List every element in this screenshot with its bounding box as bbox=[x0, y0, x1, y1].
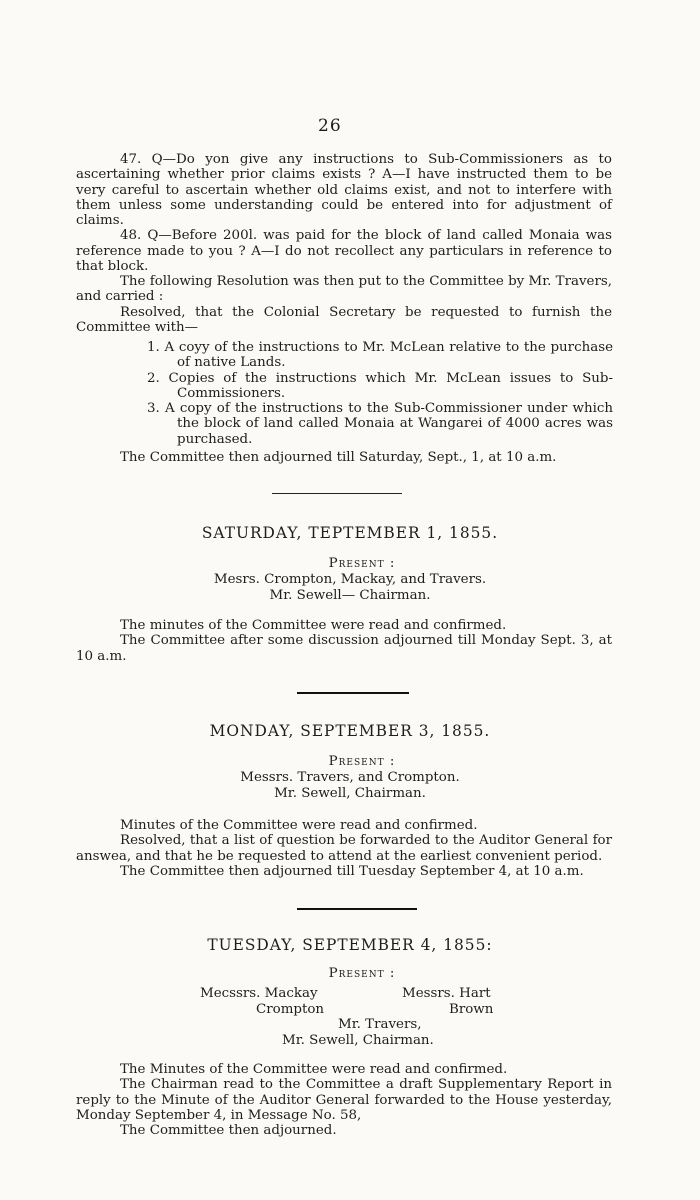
question-48: 48. Q—Before 200l. was paid for the block of land called Monaia was reference made to you ? A—I do not recollect any particulars in reference to that block. bbox=[76, 228, 612, 275]
resolution-adjourn: The Committee then adjourned till Saturday, Sept., 1, at 10 a.m. bbox=[120, 450, 557, 465]
tuesday-member-travers: Mr. Travers, bbox=[338, 1017, 422, 1032]
tuesday-minutes: The Minutes of the Committee were read and confirmed. bbox=[120, 1062, 508, 1077]
resolution-adjourn-block bbox=[76, 450, 612, 465]
monday-members: Messrs. Travers, and Crompton. bbox=[240, 770, 460, 785]
monday-heading: MONDAY, SEPTEMBER 3, 1855. bbox=[209, 722, 491, 740]
tuesday-adjourn: The Committee then adjourned. bbox=[120, 1123, 337, 1139]
saturday-adjourn: The Committee after some discussion adjourned till Monday Sept. 3, at 10 a.m. bbox=[76, 633, 612, 664]
saturday-present-label: Present : bbox=[328, 556, 396, 571]
resolution-item-1: 1. A coyy of the instructions to Mr. McLean relative to the purchase of native Lands. bbox=[147, 340, 613, 371]
monday-present-label: Present : bbox=[328, 754, 396, 769]
monday-body bbox=[76, 818, 612, 879]
saturday-chair: Mr. Sewell— Chairman. bbox=[269, 588, 431, 603]
section-divider bbox=[297, 692, 409, 694]
resolution-item-2: 2. Copies of the instructions which Mr. McLean issues to Sub-Commissioners. bbox=[147, 370, 613, 401]
tuesday-present-label: Present : bbox=[328, 966, 396, 981]
resolution-resolved: Resolved, that the Colonial Secretary be requested to furnish the Committee with— bbox=[76, 304, 612, 335]
section-divider bbox=[297, 908, 417, 910]
question-47: 47. Q—Do yon give any instructions to Sub-Commissioners as to ascertaining whether prior claims exists ? A—I have instructed them to be very careful to ascertain whether old claims exist, and not to interfere with them unless some understanding could be entered into for adjustment of claims. bbox=[76, 152, 612, 229]
tuesday-report: The Chairman read to the Committee a draft Supplementary Report in reply to the Minute of the Auditor General forwarded to the House yesterday, Monday September 4, in Message No. 58, bbox=[76, 1077, 612, 1123]
page-number: 26 bbox=[318, 116, 342, 136]
tuesday-right-second: Brown bbox=[449, 1002, 494, 1017]
saturday-members: Mesrs. Crompton, Mackay, and Travers. bbox=[213, 572, 487, 587]
tuesday-body bbox=[76, 1062, 612, 1138]
tuesday-heading: TUESDAY, SEPTEMBER 4, 1855: bbox=[207, 936, 493, 954]
tuesday-right-members: Messrs. Hart bbox=[402, 986, 491, 1001]
resolution-item-3: 3. A copy of the instructions to the Sub-Commissioner under which the block of land called Monaia at Wangarei of 4000 acres was purchased. bbox=[147, 401, 613, 447]
monday-resolved: Resolved, that a list of question be forwarded to the Auditor General for answea, and that he be requested to attend at the earliest convenient period. bbox=[76, 833, 612, 864]
monday-chair: Mr. Sewell, Chairman. bbox=[274, 786, 426, 801]
qa-block bbox=[76, 152, 612, 274]
resolution-intro: The following Resolution was then put to the Committee by Mr. Travers, and carried : bbox=[76, 274, 612, 305]
saturday-heading: SATURDAY, TEPTEMBER 1, 1855. bbox=[201, 524, 499, 542]
monday-minutes: Minutes of the Committee were read and confirmed. bbox=[120, 818, 478, 833]
section-divider bbox=[272, 493, 402, 494]
saturday-body bbox=[76, 618, 612, 664]
resolution-block bbox=[76, 274, 612, 335]
monday-adjourn: The Committee then adjourned till Tuesday September 4, at 10 a.m. bbox=[120, 863, 584, 879]
saturday-minutes: The minutes of the Committee were read and confirmed. bbox=[120, 618, 507, 633]
tuesday-chair: Mr. Sewell, Chairman. bbox=[282, 1033, 434, 1048]
tuesday-left-second: Crompton bbox=[256, 1002, 325, 1017]
tuesday-left-members: Mecssrs. Mackay bbox=[200, 986, 318, 1001]
resolution-list bbox=[147, 340, 613, 447]
